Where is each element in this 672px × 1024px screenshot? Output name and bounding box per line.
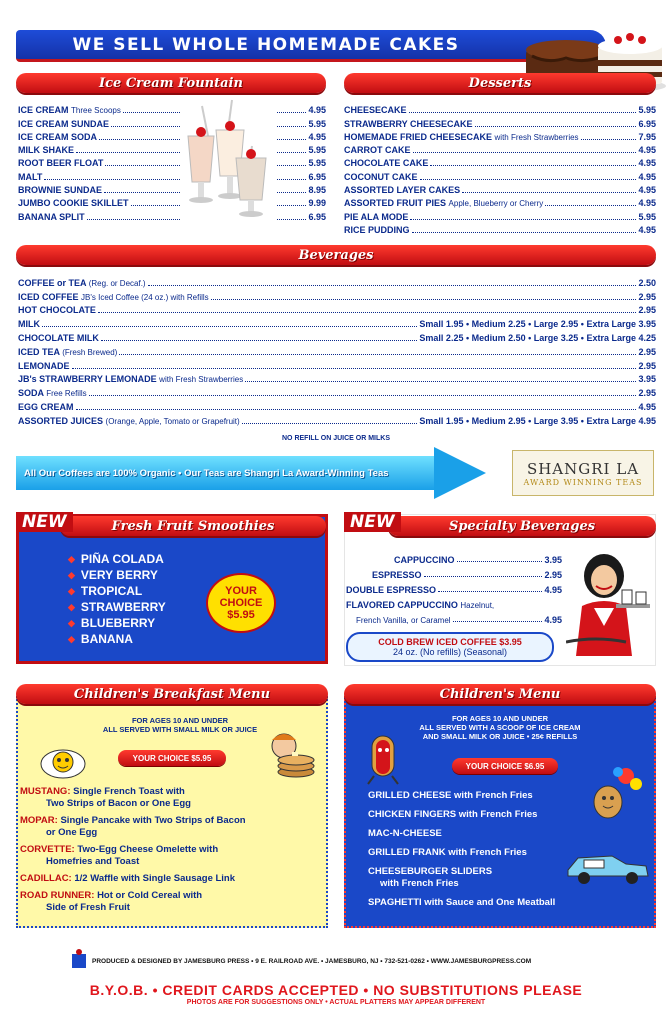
- menu-row: ICE CREAM SODA 4.95: [18, 131, 326, 142]
- menu-row: CHOCOLATE MILK Small 2.25 • Medium 2.50 • Large 3.25 • Extra Large 4.25: [18, 332, 656, 343]
- menu-row: COCONUT CAKE 4.95: [344, 171, 656, 182]
- diamond-icon: ◆: [68, 569, 75, 580]
- beverages-title: Beverages: [298, 247, 374, 263]
- press-logo-icon: [70, 948, 90, 970]
- menu-row: ASSORTED JUICES (Orange, Apple, Tomato or Grapefruit) Small 1.95 • Medium 2.95 • Large 3.95 • Extra Large 4.95: [18, 415, 656, 426]
- list-item: CHICKEN FINGERS with French Fries: [368, 809, 538, 820]
- menu-row: CARROT CAKE 4.95: [344, 145, 656, 156]
- list-item: ◆ TROPICAL: [68, 584, 143, 598]
- menu-row: ASSORTED LAYER CAKES 4.95: [344, 185, 656, 196]
- menu-row: ICE CREAM SUNDAE 5.95: [18, 118, 326, 129]
- organic-arrow-banner: [16, 456, 436, 490]
- desserts-header: [344, 73, 656, 93]
- kids-menu-header: [344, 684, 656, 704]
- diamond-icon: ◆: [68, 553, 75, 564]
- smoothies-header: [60, 516, 326, 536]
- menu-row: STRAWBERRY CHEESECAKE 6.95: [344, 118, 656, 129]
- beverages-header: [16, 245, 656, 265]
- diamond-icon: ◆: [68, 585, 75, 596]
- byob-line: B.Y.O.B. • CREDIT CARDS ACCEPTED • NO SUBSTITUTIONS PLEASE: [89, 982, 583, 998]
- kids-menu-subhead: FOR AGES 10 AND UNDER ALL SERVED WITH A SCOOP OF ICE CREAM AND SMALL MILK OR JUICE • 25¢ REFILLS: [419, 714, 581, 741]
- smoothies-list: [68, 551, 166, 647]
- menu-row: JUMBO COOKIE SKILLET 9.99: [18, 198, 326, 209]
- kids-breakfast-choice: YOUR CHOICE $5.95: [118, 750, 226, 766]
- menu-row: ROOT BEER FLOAT 5.95: [18, 158, 326, 169]
- milkshakes-image: [180, 96, 276, 220]
- list-item: SPAGHETTI with Sauce and One Meatball: [368, 897, 556, 908]
- list-item: GRILLED CHEESE with French Fries: [368, 790, 533, 801]
- list-item: ROAD RUNNER: Hot or Cold Cereal with Side of Fresh Fruit: [20, 890, 203, 913]
- new-badge: NEW: [16, 512, 73, 532]
- ice-cream-title: Ice Cream Fountain: [99, 75, 243, 91]
- menu-row: ICE CREAM Three Scoops 4.95: [18, 105, 326, 116]
- list-item: MAC-N-CHEESE: [368, 828, 442, 839]
- no-refill-note: NO REFILL ON JUICE OR MILKS: [282, 435, 390, 442]
- list-item: ◆ BANANA: [68, 632, 133, 646]
- kids-breakfast-title: Children's Breakfast Menu: [73, 686, 271, 702]
- menu-row: LEMONADE 2.95: [18, 360, 656, 371]
- desserts-list: [344, 102, 656, 235]
- waitress-image: [566, 546, 654, 666]
- menu-row: DOUBLE ESPRESSO 4.95: [346, 585, 562, 595]
- specialty-header: [388, 516, 656, 536]
- kids-breakfast-list: [20, 786, 320, 919]
- list-item: MUSTANG: Single French Toast with Two Strips of Bacon or One Egg: [20, 786, 191, 809]
- menu-row: CHEESECAKE 5.95: [344, 105, 656, 116]
- menu-row: ICED TEA (Fresh Brewed) 2.95: [18, 346, 656, 357]
- menu-row: CAPPUCCINO 3.95: [394, 555, 562, 565]
- produced-by: PRODUCED & DESIGNED BY JAMESBURG PRESS • 9 E. RAILROAD AVE. • JAMESBURG, NJ • 732-521-0262 • WWW.JAMESBURGPRESS.COM: [92, 958, 532, 965]
- cold-brew-callout: COLD BREW ICED COFFEE $3.95 24 oz. (No refills) (Seasonal): [346, 632, 554, 662]
- menu-row: PIE ALA MODE 5.95: [344, 211, 656, 222]
- ice-cream-header: [16, 73, 326, 93]
- menu-row: ESPRESSO 2.95: [372, 570, 562, 580]
- list-item: ◆ STRAWBERRY: [68, 600, 166, 614]
- banner-title: WE SELL WHOLE HOMEMADE CAKES: [72, 34, 460, 55]
- kids-breakfast-header: [16, 684, 328, 704]
- menu-row: BROWNIE SUNDAE 8.95: [18, 185, 326, 196]
- list-item: CADILLAC: 1/2 Waffle with Single Sausage Link: [20, 873, 236, 884]
- menu-row: ICED COFFEE JB's Iced Coffee (24 oz.) with Refills 2.95: [18, 291, 656, 302]
- kids-menu-list: [368, 790, 588, 916]
- menu-row: BANANA SPLIT 6.95: [18, 211, 326, 222]
- smoothies-box: [16, 514, 328, 664]
- shangri-la-logo: SHANGRI LA AWARD WINNING TEAS: [512, 450, 654, 496]
- diamond-icon: ◆: [68, 601, 75, 612]
- arrow-icon: [434, 447, 486, 499]
- list-item: ◆ BLUEBERRY: [68, 616, 156, 630]
- list-item: MOPAR: Single Pancake with Two Strips of Bacon or One Egg: [20, 815, 246, 838]
- menu-row: RICE PUDDING 4.95: [344, 224, 656, 235]
- pancake-kid-image: [262, 728, 316, 788]
- specialty-title: Specialty Beverages: [448, 518, 596, 534]
- list-item: ◆ VERY BERRY: [68, 568, 158, 582]
- egg-mascot-image: [36, 738, 90, 782]
- menu-row: SODA Free Refills 2.95: [18, 388, 656, 399]
- potato-balloons-image: [586, 766, 642, 820]
- menu-row: EGG CREAM 4.95: [18, 401, 656, 412]
- menu-row: French Vanilla, or Caramel 4.95: [356, 615, 562, 625]
- list-item: ◆ PIÑA COLADA: [68, 552, 164, 566]
- menu-row: CHOCOLATE CAKE 4.95: [344, 158, 656, 169]
- disclaimer: PHOTOS ARE FOR SUGGESTIONS ONLY • ACTUAL PLATTERS MAY APPEAR DIFFERENT: [186, 999, 486, 1006]
- smoothie-choice-badge: YOUR CHOICE $5.95: [206, 573, 276, 633]
- menu-row: MILK Small 1.95 • Medium 2.25 • Large 2.95 • Extra Large 3.95: [18, 319, 656, 330]
- menu-row: FLAVORED CAPPUCCINO Hazelnut,: [346, 600, 495, 610]
- menu-row: JB's STRAWBERRY LEMONADE with Fresh Strawberries 3.95: [18, 374, 656, 385]
- organic-text: All Our Coffees are 100% Organic • Our Teas are Shangri La Award-Winning Teas: [24, 467, 389, 479]
- kids-menu-title: Children's Menu: [439, 686, 561, 702]
- menu-row: MALT 6.95: [18, 171, 326, 182]
- specialty-list: [346, 550, 562, 625]
- menu-row: COFFEE or TEA (Reg. or Decaf.) 2.50: [18, 277, 656, 288]
- diamond-icon: ◆: [68, 617, 75, 628]
- kids-menu-choice: YOUR CHOICE $6.95: [452, 758, 558, 774]
- menu-row: HOT CHOCOLATE 2.95: [18, 305, 656, 316]
- desserts-title: Desserts: [468, 75, 532, 91]
- smoothies-title: Fresh Fruit Smoothies: [111, 518, 275, 534]
- menu-row: MILK SHAKE 5.95: [18, 145, 326, 156]
- ice-cream-list: [18, 102, 326, 222]
- diamond-icon: ◆: [68, 633, 75, 644]
- list-item: GRILLED FRANK with French Fries: [368, 847, 527, 858]
- list-item: CORVETTE: Two-Egg Cheese Omelette with Homefries and Toast: [20, 844, 219, 867]
- menu-row: ASSORTED FRUIT PIES Apple, Blueberry or Cherry 4.95: [344, 198, 656, 209]
- list-item: CHEESEBURGER SLIDERS with French Fries: [368, 866, 493, 889]
- beverages-list: [18, 274, 656, 426]
- new-badge: NEW: [344, 512, 401, 532]
- menu-row: HOMEMADE FRIED CHEESECAKE with Fresh Strawberries 7.95: [344, 131, 656, 142]
- hotdog-mascot-image: [362, 730, 408, 786]
- kids-breakfast-subhead: FOR AGES 10 AND UNDER ALL SERVED WITH SMALL MILK OR JUICE: [102, 716, 258, 734]
